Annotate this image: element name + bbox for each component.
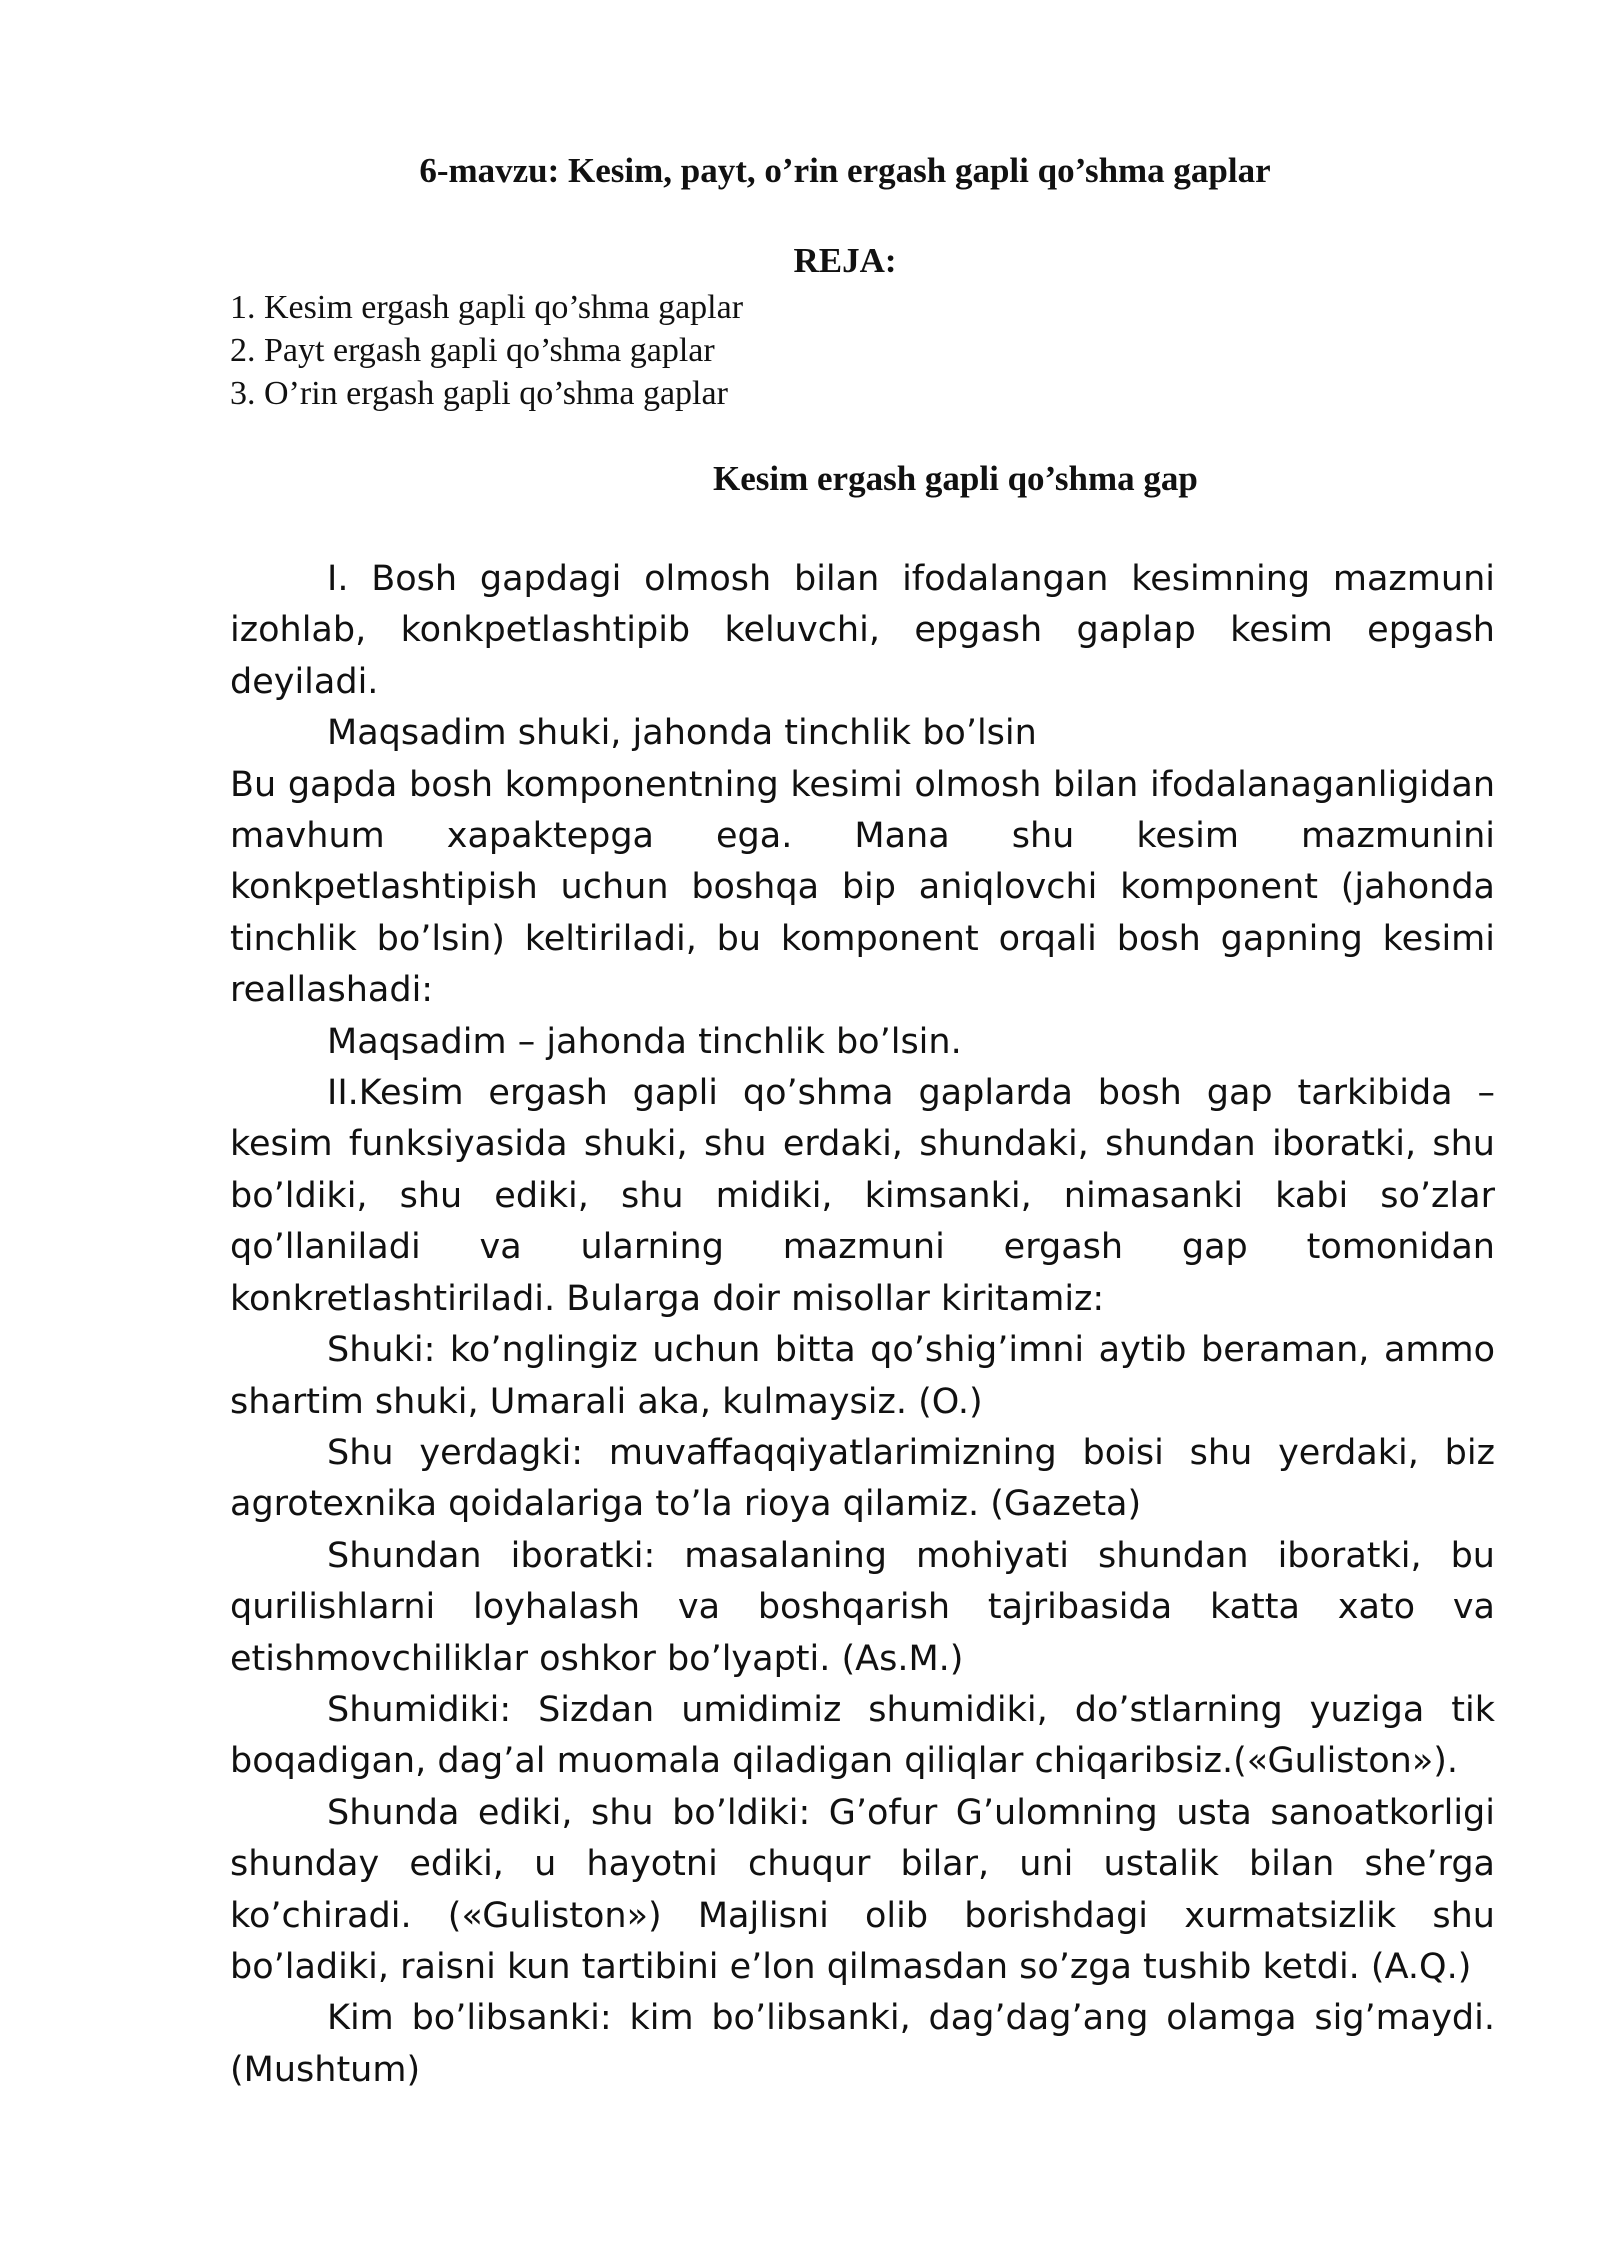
plan-item: 1. Kesim ergash gapli qo’shma gaplar <box>230 289 744 326</box>
example-paragraph: Shumidiki: Sizdan umidimiz shumidiki, do’stlarning yuziga tik boqadigan, dag’al muomalа qiladigan qiliqlar chiqaribsiz.(«Guliston»). <box>230 1689 1495 1782</box>
plan-heading: REJA: <box>793 241 897 280</box>
paragraph: II.Kesim ergash gapli qo’shma gaplarda bosh gap tarkibida – kesim funksiyasida shuki, shu erdaki, shundaki, shundan iboratki, shu bo’ldiki, shu ediki, shu midiki, kimsanki, nimasanki kabi so’zlar qo’llaniladi va ularning mazmuni ergash gap tomonidan konkretlashtiriladi. Bularga doir misollar kiritamiz: <box>230 1073 1495 1319</box>
example-paragraph: Kim bo’libsanki: kim bo’libsanki, dag’dag’ang olamga sig’maydi. (Mushtum) <box>230 1998 1495 2090</box>
section-heading: Kesim ergash gapli qo’shma gap <box>713 459 1198 498</box>
example-paragraph: Shundan iboratki: masalaning mohiyati shundan iboratki, bu qurilishlarni loyhalash va boshqarish tajribasida katta xato va etishmovchiliklar oshkor bo’lyapti. (As.M.) <box>230 1535 1495 1679</box>
example-paragraph: Shunda ediki, shu bo’ldiki: G’ofur G’ulomning usta sanoatkorligi shunday ediki, u hayotni chuqur bilar, uni ustalik bilan she’rga ko’chiradi. («Guliston») Majlisni olib borishdagi xurmatsizlik shu bo’ladiki, raisni kun tartibini e’lon qilmasdan so’zga tushib ketdi. (A.Q.) <box>230 1792 1495 1987</box>
document-title: 6-mavzu: Kesim, payt, o’rin ergash gapli qo’shma gaplar <box>419 151 1271 190</box>
example-sentence: Maqsadim – jahonda tinchlik bo’lsin. <box>327 1021 962 1062</box>
example-paragraph: Shuki: ko’nglingiz uchun bitta qo’shig’imni aytib beraman, ammo shartim shuki, Umarali aka, kulmaysiz. (O.) <box>230 1330 1495 1422</box>
plan-item: 3. O’rin ergash gapli qo’shma gaplar <box>230 375 728 412</box>
example-sentence: Maqsadim shuki, jahonda tinchlik bo’lsin <box>327 713 1037 754</box>
document-body <box>230 554 1495 2096</box>
plan-item: 2. Payt ergash gapli qo’shma gaplar <box>230 332 715 369</box>
example-paragraph: Shu уerdagki: muvaffaqqiyatlarimizning boisi shu уerdaki, biz agrotexnika qoidalariga to’la rioya qilamiz. (Gazeta) <box>230 1432 1495 1525</box>
paragraph: Bu gapda bosh komponentning kesimi olmosh bilan ifodalanaganligidan mavhum xapaktepga ega. Mana shu kesim mazmunini konkpetlashtipish uchun boshqa bip aniqlovchi komponent (jahonda tinchlik bo’lsin) keltiriladi, bu komponent orqali bosh gapning kesimi reallashadi: <box>230 764 1495 1011</box>
plan-list <box>230 286 1230 415</box>
paragraph: I. Bosh gapdagi olmosh bilan ifodalangan kesimning mazmuni izohlab, konkpetlashtipib keluvchi, epgash gaplap kesim epgash deyiladi. <box>230 559 1495 702</box>
